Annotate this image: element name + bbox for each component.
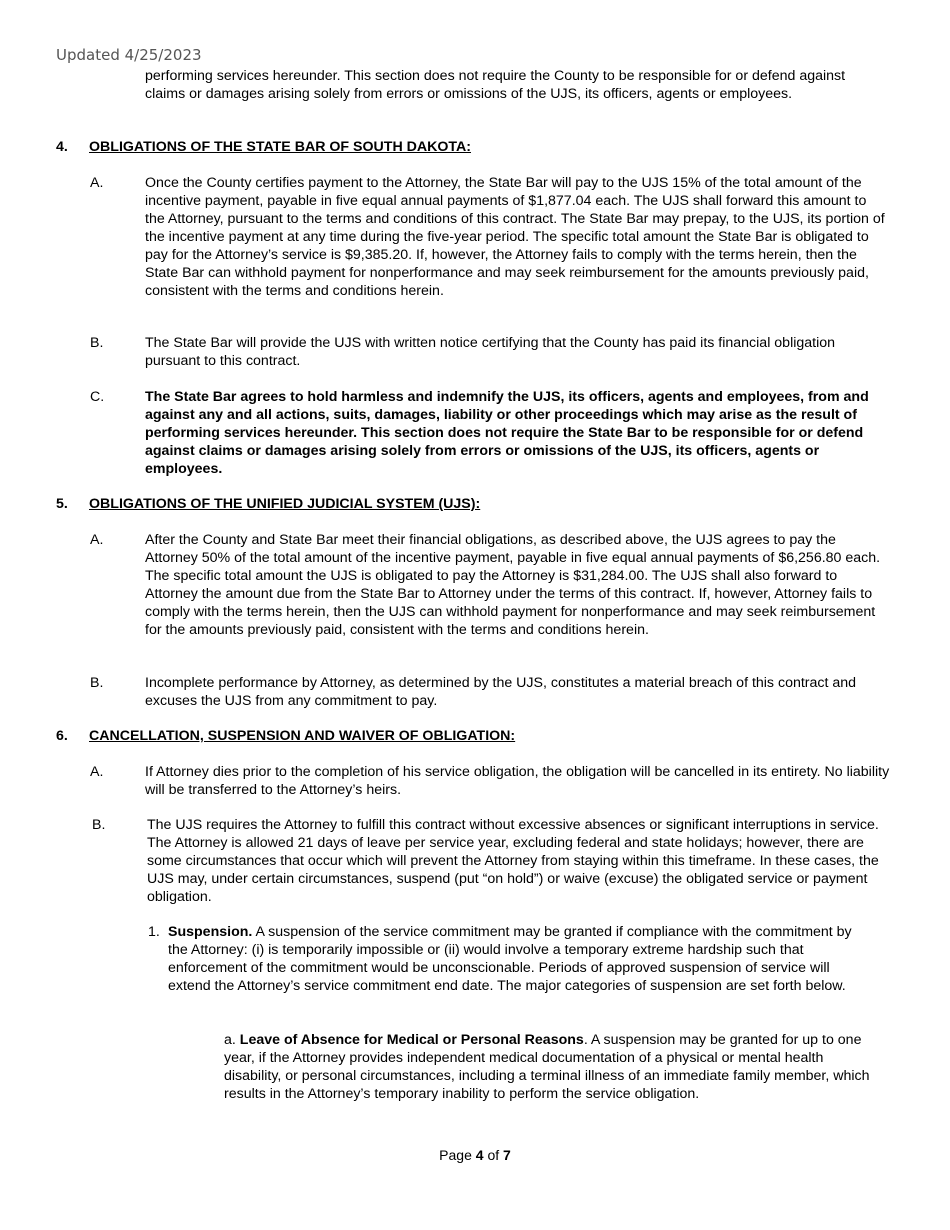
section-4-item-b: The State Bar will provide the UJS with written notice certifying that the County has paid its financial obligation pursuant to this contract.	[145, 335, 836, 369]
suspension-text: A suspension of the service commitment may be granted if compliance with the commitment by the Attorney: (i) is temporarily impossible or (ii) would involve a temporary extreme hardship such that enforcement of the commitment would be unconscionable. Periods of approved suspension of service will extend the Attorney’s service commitment end date. The major categories of suspension are set forth below.	[168, 924, 852, 994]
subitem-number: 1.	[148, 924, 160, 940]
item-letter: A.	[90, 175, 104, 191]
section-number: 4.	[56, 139, 68, 155]
section-4-heading	[56, 138, 471, 156]
item-letter: B.	[90, 675, 104, 691]
section-number: 6.	[56, 728, 68, 744]
suspension-heading: Suspension.	[168, 924, 253, 940]
section-5-item-a: After the County and State Bar meet their financial obligations, as described above, the UJS agrees to pay the Attorney 50% of the total amount of the incentive payment, payable in five equal annual payments of $6,256.80 each. The specific total amount the UJS is obligated to pay the Attorney is $31,284.00. The UJS shall also forward to Attorney the amount due from the State Bar to Attorney under the terms of this contract. If, however, Attorney fails to comply with the terms herein, then the UJS can withhold payment for nonperformance and may seek reimbursement for the amounts previously paid, consistent with the terms and conditions herein.	[145, 532, 881, 638]
current-page: 4	[475, 1147, 484, 1163]
leave-heading: Leave of Absence for Medical or Personal Reasons	[239, 1032, 584, 1048]
item-letter: B.	[92, 817, 106, 833]
item-letter: A.	[90, 532, 104, 548]
section-number: 5.	[56, 496, 68, 512]
section-title: OBLIGATIONS OF THE STATE BAR OF SOUTH DAKOTA:	[89, 139, 471, 155]
section-5-heading	[56, 495, 480, 513]
section-6-item-b: The UJS requires the Attorney to fulfill this contract without excessive absences or significant interruptions in service. The Attorney is allowed 21 days of leave per service year, excluding federal and state holidays; however, there are some circumstances that occur which will prevent the Attorney from staying within this timeframe. In these cases, the UJS may, under certain circumstances, suspend (put “on hold”) or waive (excuse) the obligated service or payment obligation.	[147, 817, 879, 905]
leave-text: . A suspension may be granted for up to one year, if the Attorney provides independent medical documentation of a physical or mental health disability, or personal circumstances, including a terminal illness of an immediate family member, which results in the Attorney’s temporary inability to perform the service obligation.	[224, 1032, 870, 1102]
item-letter: B.	[90, 335, 104, 351]
suspension-paragraph	[168, 923, 873, 995]
section-title: CANCELLATION, SUSPENSION AND WAIVER OF OBLIGATION:	[89, 728, 516, 744]
section-6-heading	[56, 727, 515, 745]
section-6-item-a: If Attorney dies prior to the completion of his service obligation, the obligation will be cancelled in its entirety. No liability will be transferred to the Attorney’s heirs.	[145, 764, 890, 798]
section-4-item-a: Once the County certifies payment to the Attorney, the State Bar will pay to the UJS 15% of the total amount of the incentive payment, payable in five equal annual payments of $1,877.04 each. The UJS shall forward this amount to the Attorney, pursuant to the terms and conditions of this contract. The State Bar may prepay, to the UJS, its portion of the incentive payment at any time during the five-year period. The specific total amount the State Bar is obligated to pay for the Attorney’s service is $9,385.20. If, however, the Attorney fails to comply with the terms herein, then the State Bar can withhold payment for nonperformance and may seek reimbursement for the amounts previously paid, consistent with the terms and conditions herein.	[145, 175, 885, 299]
section-title: OBLIGATIONS OF THE UNIFIED JUDICIAL SYSTEM (UJS):	[89, 496, 481, 512]
page-label: Page	[439, 1147, 476, 1163]
subitem-prefix: a.	[224, 1032, 240, 1048]
total-pages: 7	[503, 1147, 511, 1163]
continued-paragraph: performing services hereunder. This section does not require the County to be responsible for or defend against claims or damages arising solely from errors or omissions of the UJS, its officers, agents or employees.	[145, 68, 846, 102]
section-4-item-c: The State Bar agrees to hold harmless and indemnify the UJS, its officers, agents and employees, from and against any and all actions, suits, damages, liability or other proceedings which may arise as the result of performing services hereunder. This section does not require the State Bar to be responsible for or defend against claims or damages arising solely from errors or omissions of the UJS, its officers, agents or employees.	[145, 389, 869, 477]
section-5-item-b: Incomplete performance by Attorney, as determined by the UJS, constitutes a material breach of this contract and excuses the UJS from any commitment to pay.	[145, 675, 857, 709]
page-footer	[0, 1147, 950, 1163]
leave-of-absence-paragraph	[224, 1031, 884, 1103]
of-label: of	[483, 1147, 504, 1163]
item-letter: C.	[90, 389, 105, 405]
updated-date: Updated 4/25/2023	[56, 46, 202, 64]
item-letter: A.	[90, 764, 104, 780]
